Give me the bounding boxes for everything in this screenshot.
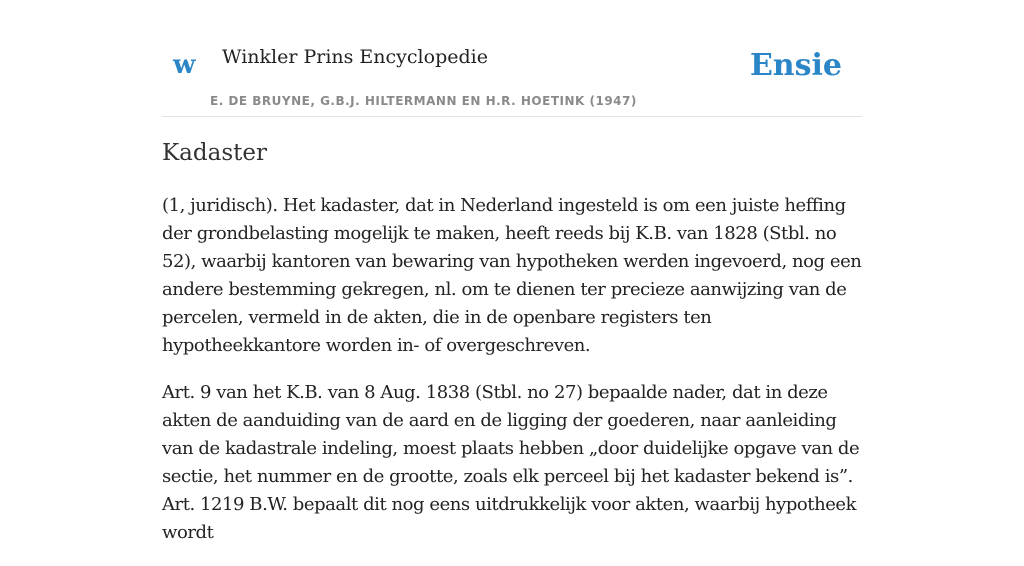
ensie-logo[interactable]: Ensie [749, 48, 842, 83]
article-paragraph: Art. 9 van het K.B. van 8 Aug. 1838 (Stbl. no 27) bepaalde nader, dat in deze akten de aanduiding van de aard en de ligging der goederen, naar aanleiding van de kadastrale indeling, moest plaats hebben „door duidelijke opgave van de sectie, het nummer en de grootte, zoals elk perceel bij het kadaster bekend is”. Art. 1219 B.W. bepaalt dit nog eens uitdrukkelijk voor akten, waarbij hypotheek wordt [162, 382, 860, 543]
source-title[interactable]: Winkler Prins Encyclopedie [222, 46, 488, 68]
article-paragraph: (1, juridisch). Het kadaster, dat in Nederland ingesteld is om een juiste heffing der grondbelasting mogelijk te maken, heeft reeds bij K.B. van 1828 (Stbl. no 52), waarbij kantoren van bewaring van hypotheken werden ingevoerd, nog een andere bestemming gekregen, nl. om te dienen ter precieze aanwijzing van de percelen, vermeld in de akten, die in de openbare registers ten hypotheekkantore worden in- of overgeschreven. [162, 195, 862, 356]
article-body [162, 192, 862, 566]
source-authors: E. DE BRUYNE, G.B.J. HILTERMANN EN H.R. HOETINK (1947) [210, 94, 637, 108]
winkler-prins-logo[interactable]: w [173, 50, 196, 80]
article-title: Kadaster [162, 140, 267, 166]
source-header [162, 0, 862, 117]
